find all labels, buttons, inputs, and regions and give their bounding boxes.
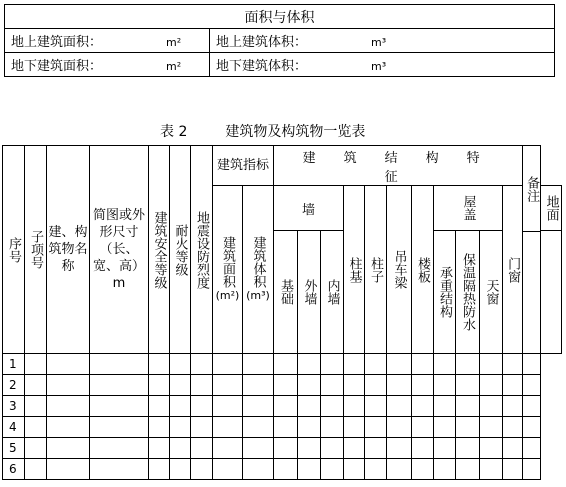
header-structure: 建筑结构特征 — [274, 146, 523, 186]
header-wall: 墙 — [274, 186, 344, 231]
building-structures-table — [2, 145, 562, 480]
table-row — [3, 459, 562, 480]
header-load-bearing: 承重结构 — [434, 231, 456, 354]
header-crane-beam: 吊车梁 — [387, 186, 412, 354]
header-sketch: 简图或外形尺寸（长、宽、高）m — [90, 146, 149, 354]
table-title: 建筑物及构筑物一览表 — [225, 124, 366, 140]
header-column: 柱子 — [365, 186, 387, 354]
header-area-label: 建筑面积 — [220, 236, 235, 288]
row-number: 1 — [3, 354, 25, 375]
ground-subcell — [541, 231, 562, 354]
table-row — [3, 375, 562, 396]
row-number: 4 — [3, 417, 25, 438]
header-inner-wall: 内墙 — [321, 231, 344, 354]
below-ground-area-unit: m² — [166, 60, 182, 73]
header-safety-grade: 建筑安全等级 — [149, 146, 170, 354]
table-row — [3, 396, 562, 417]
table-row — [3, 417, 562, 438]
above-ground-area-unit: m² — [166, 36, 182, 49]
header-volume — [243, 186, 274, 354]
table-caption — [160, 121, 365, 141]
area-volume-table — [4, 4, 555, 77]
header-column-base: 柱基 — [344, 186, 365, 354]
header-volume-label: 建筑体积 — [250, 236, 266, 288]
header-insulation: 保温隔热防水 — [456, 231, 480, 354]
above-ground-volume-cell — [210, 29, 555, 53]
below-ground-volume-label: 地下建筑体积： — [216, 59, 308, 74]
row-number: 5 — [3, 438, 25, 459]
header-skylight: 天窗 — [480, 231, 503, 354]
below-ground-volume-unit: m³ — [371, 60, 387, 73]
area-table-title: 面积与体积 — [5, 5, 555, 29]
row-number: 6 — [3, 459, 25, 480]
row-number: 3 — [3, 396, 25, 417]
header-area — [213, 186, 243, 354]
header-roof: 屋盖 — [434, 186, 503, 231]
remarks-subcell — [523, 232, 541, 354]
header-name: 建、构筑物名称 — [47, 146, 90, 354]
above-ground-area-cell — [5, 29, 210, 53]
header-door-window: 门窗 — [503, 186, 523, 354]
table-number: 表 2 — [160, 124, 188, 140]
table-row — [3, 354, 562, 375]
header-sub-item: 子项号 — [25, 146, 47, 354]
header-seq: 序号 — [3, 146, 25, 354]
header-indicators: 建筑指标 — [213, 146, 274, 186]
header-fire-rating: 耐火等级 — [170, 146, 191, 354]
above-ground-volume-label: 地上建筑体积： — [216, 35, 308, 50]
header-ground: 地面 — [541, 186, 562, 231]
header-volume-unit: (m³) — [246, 289, 270, 302]
header-seismic: 地震设防烈度 — [191, 146, 213, 354]
header-outer-wall: 外墙 — [298, 231, 321, 354]
row-number: 2 — [3, 375, 25, 396]
below-ground-volume-cell — [210, 53, 555, 77]
header-foundation: 基础 — [274, 231, 298, 354]
header-remarks: 备注 — [523, 146, 541, 232]
table-row — [3, 438, 562, 459]
above-ground-volume-unit: m³ — [371, 36, 387, 49]
header-area-unit: (m²) — [215, 289, 240, 302]
below-ground-area-cell — [5, 53, 210, 77]
above-ground-area-label: 地上建筑面积： — [11, 35, 103, 50]
below-ground-area-label: 地下建筑面积： — [11, 59, 103, 74]
header-floor-slab: 楼板 — [412, 186, 434, 354]
